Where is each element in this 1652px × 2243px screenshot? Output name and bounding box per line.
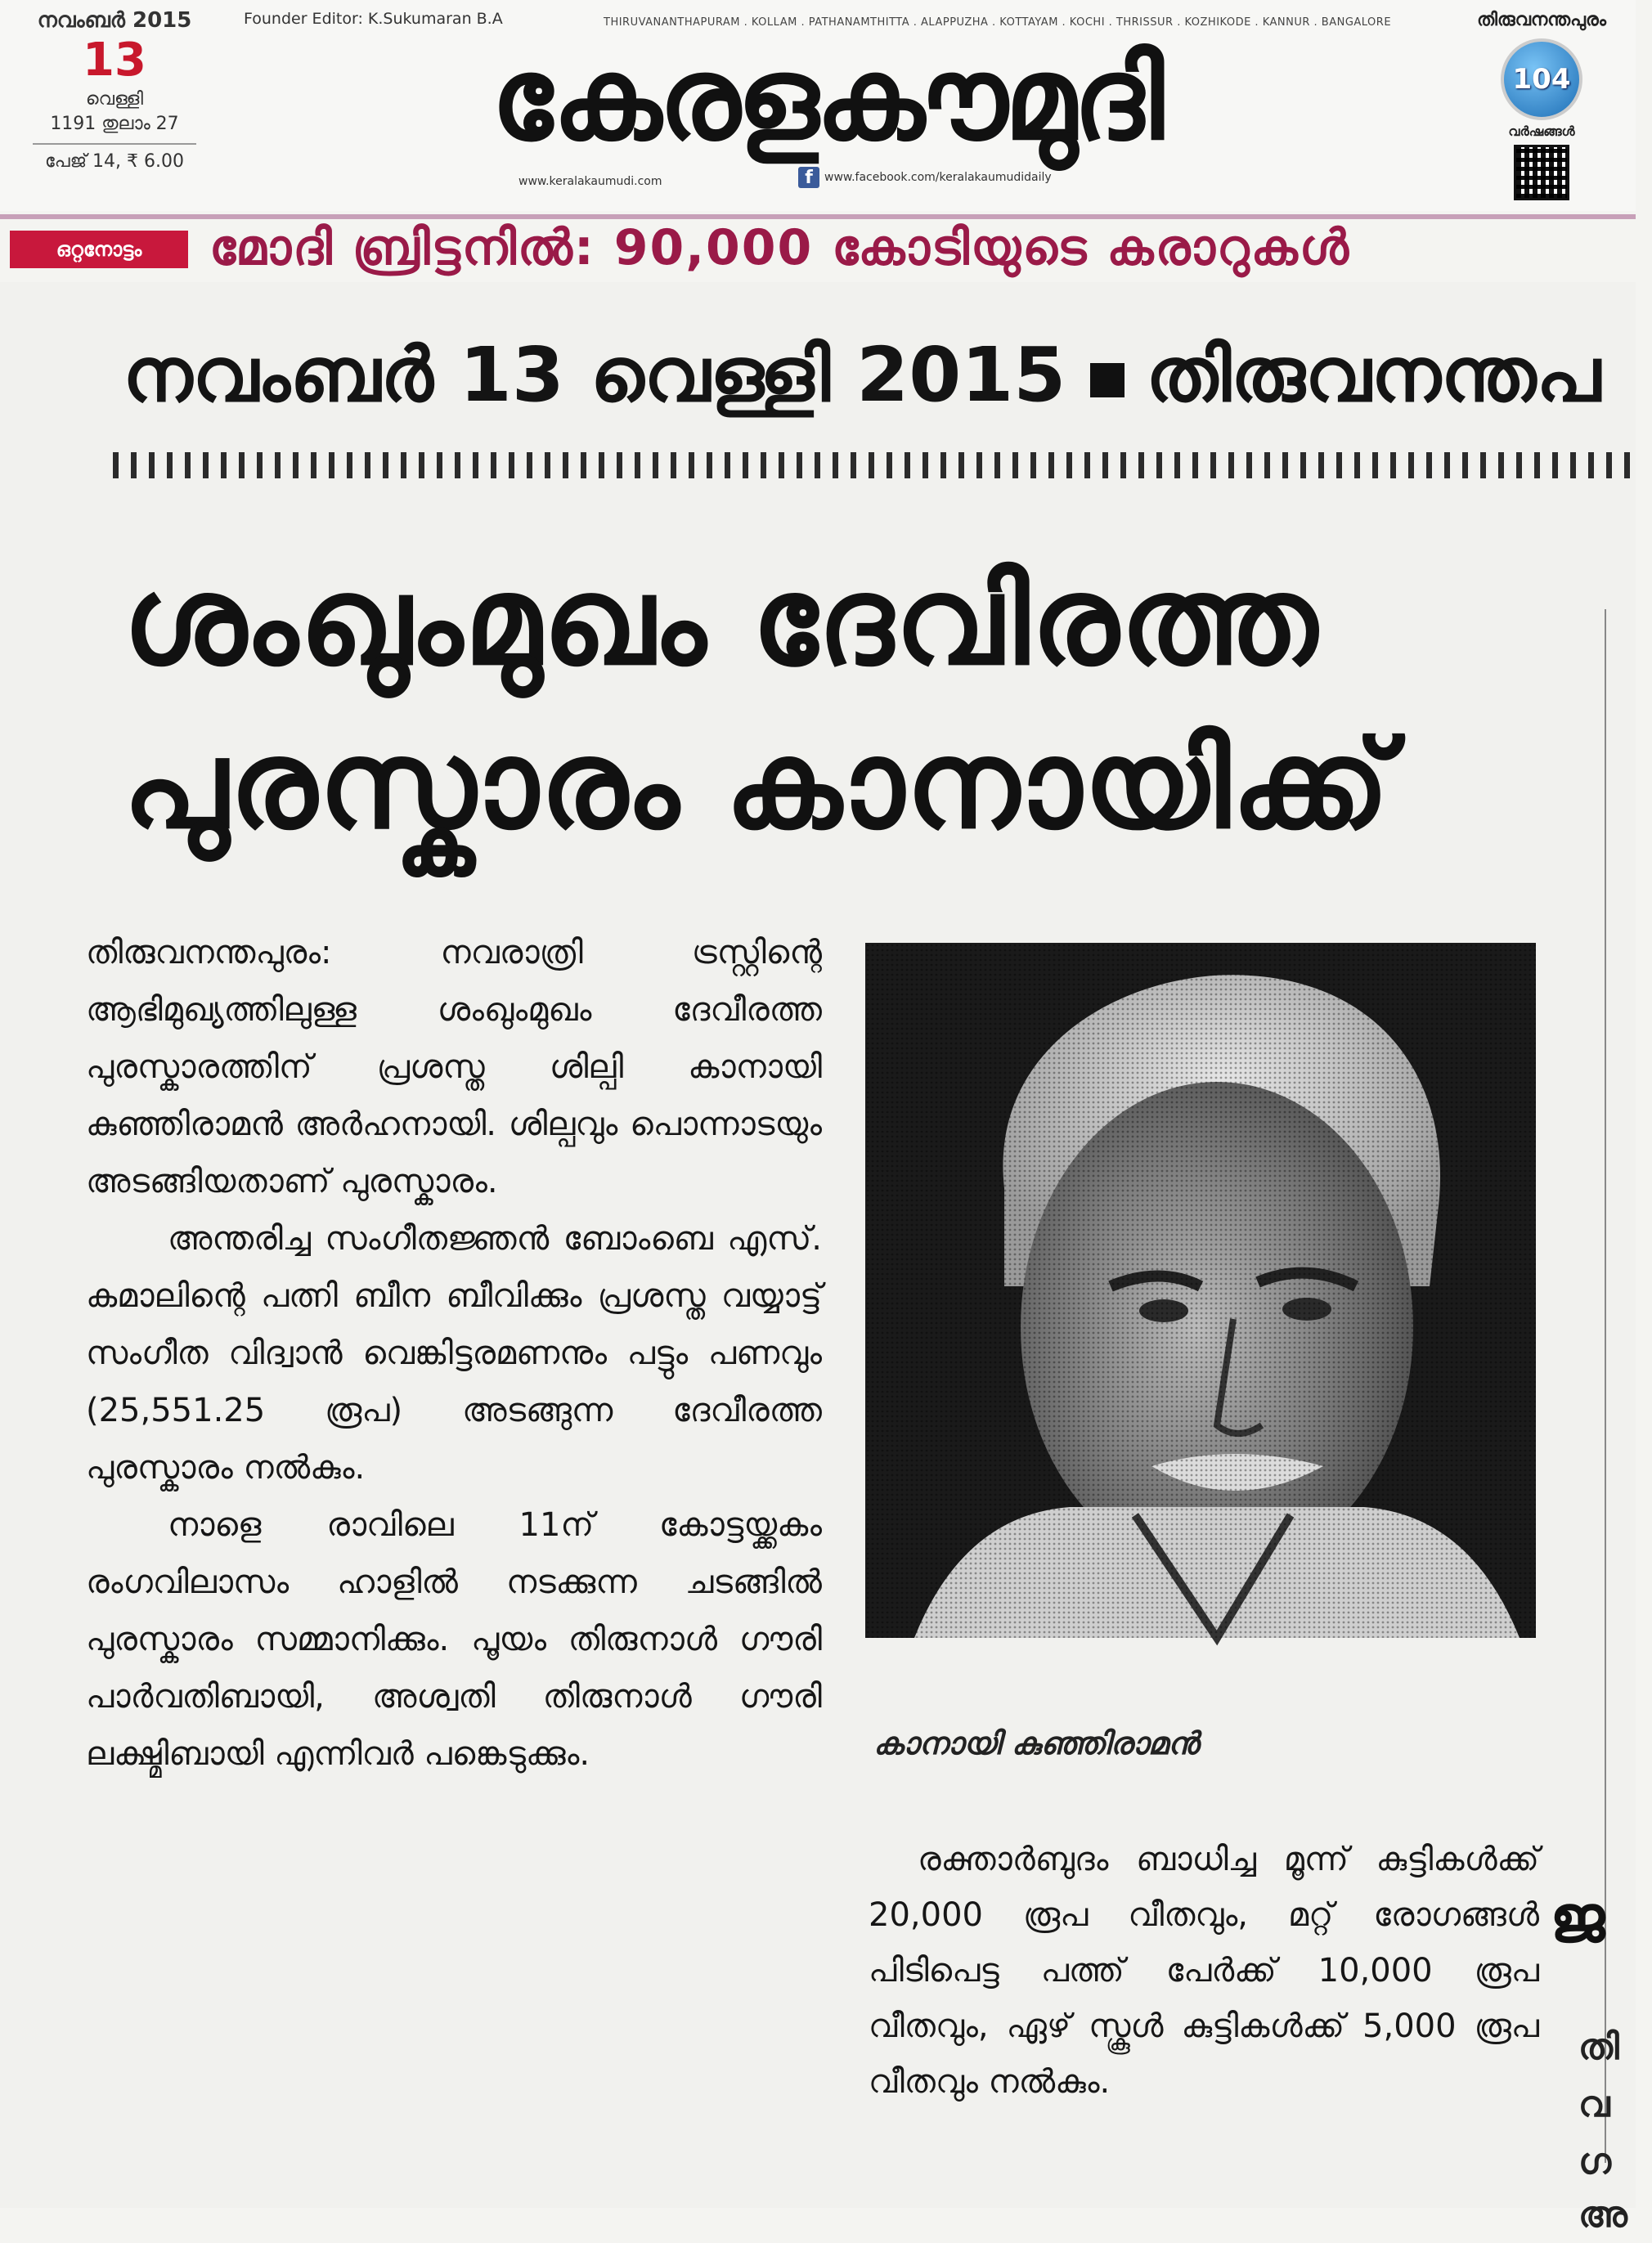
website-link[interactable]: www.keralakaumudi.com: [518, 175, 662, 188]
dateline-city: തിരുവനന്തപ: [1146, 331, 1601, 419]
edition-cities: THIRUVANANTHAPURAM . KOLLAM . PATHANAMTHITTA . ALAPPUZHA . KOTTAYAM . KOCHI . THRISSUR . KOZHIKODE . KANNUR . BANGALORE: [604, 16, 1392, 29]
founder-editor: Founder Editor: K.Sukumaran B.A: [244, 10, 503, 28]
article-headline: [123, 540, 1595, 867]
photo-caption: കാനായി കുഞ്ഞിരാമൻ: [873, 1725, 1199, 1761]
separator-square-icon: [1090, 363, 1125, 397]
adjacent-text-fragment-1: തി: [1578, 2026, 1619, 2068]
news-clipping: [0, 282, 1636, 2236]
month-year: നവംബർ 2015: [37, 8, 192, 33]
headline-line-2: പുരസ്കാരം കാനായിക്ക്: [123, 714, 1391, 856]
weekday: വെള്ളി: [85, 89, 144, 110]
facebook-icon: f: [798, 167, 819, 188]
qr-code-icon: [1514, 145, 1569, 200]
ticker-headline: മോദി ബ്രിട്ടനിൽ: 90,000 കോടിയുടെ കരാറുകൾ: [209, 219, 1351, 276]
newspaper-logo: കേരളകൗമുദി: [491, 33, 1161, 166]
masthead: [0, 0, 1636, 211]
adjacent-text-fragment-2: വ: [1578, 2084, 1610, 2125]
years-label: വർഷങ്ങൾ: [1508, 123, 1575, 139]
clipping-dateline: [123, 331, 1600, 420]
page-price: പേജ് 14, ₹ 6.00: [33, 143, 196, 176]
article-body-right: [869, 1832, 1539, 2110]
adjacent-headline-fragment: ജ: [1550, 1881, 1605, 1957]
years-badge: 104: [1501, 38, 1582, 120]
edition-block: [1464, 10, 1619, 200]
article-paragraph-1: തിരുവനന്തപുരം: നവരാത്രി ട്രസ്റ്റിന്റെ ആഭിമുഖ്യത്തിലുള്ള ശംഖുംമുഖം ദേവീരത്ത പുരസ്കാരത്തിന് പ്രശസ്ത ശില്പി കാനായി കുഞ്ഞിരാമൻ അർഹനായി. ശില്പവും പൊന്നാടയും അടങ്ങിയതാണ് പുരസ്കാരം.: [86, 934, 822, 1200]
portrait-photo: [865, 943, 1536, 1638]
edition-city: തിരുവനന്തപുരം: [1477, 10, 1606, 30]
dateline-rule: [113, 452, 1636, 478]
article-paragraph-2: അന്തരിച്ച സംഗീതജ്ഞൻ ബോംബെ എസ്. കമാലിന്റെ പത്നി ബീന ബീവിക്കും പ്രശസ്ത വയ്യാട്ട് സംഗീത വിദ്വാൻ വെങ്കിട്ടരമണനും പട്ടും പണവും (25,551.25 രൂപ) അടങ്ങുന്ന ദേവീരത്ത പുരസ്കാരം നൽകും.: [86, 1220, 822, 1487]
facebook-link[interactable]: [798, 167, 1052, 188]
ticker-label: ഒറ്റനോട്ടം: [10, 231, 188, 268]
malayalam-era-date: 1191 തുലാം 27: [50, 114, 179, 134]
article-body-left: [86, 924, 822, 1783]
day-number: 13: [83, 34, 146, 87]
column-divider: [1605, 609, 1606, 2163]
facebook-url: www.facebook.com/keralakaumudidaily: [824, 171, 1052, 184]
article-paragraph-4: രക്താർബുദം ബാധിച്ച മൂന്ന് കുട്ടികൾക്ക് 20,000 രൂപ വീതവും, മറ്റ് രോഗങ്ങൾ പിടിപെട്ട പത്ത് പേർക്ക് 10,000 രൂപ വീതവും, ഏഴ് സ്കൂൾ കുട്ടികൾക്ക് 5,000 രൂപ വീതവും നൽകും.: [869, 1841, 1539, 2101]
portrait-image: [865, 943, 1536, 1638]
adjacent-text-fragment-3: ഗ: [1578, 2141, 1612, 2182]
issue-date-block: [33, 8, 196, 176]
adjacent-text-fragment-4: അ: [1578, 2194, 1627, 2236]
article-paragraph-3: നാളെ രാവിലെ 11ന് കോട്ടയ്ക്കകം രംഗവിലാസം ഹാളിൽ നടക്കുന്ന ചടങ്ങിൽ പുരസ്കാരം സമ്മാനിക്കും. പൂയം തിരുനാൾ ഗൗരി പാർവതിബായി, അശ്വതി തിരുനാൾ ഗൗരി ലക്ഷ്മിബായി എന്നിവർ പങ്കെടുക്കും.: [86, 1506, 822, 1773]
headline-line-1: ശംഖുംമുഖം ദേവിരത്ത: [123, 550, 1319, 693]
dateline-date: നവംബർ 13 വെള്ളി 2015: [123, 331, 1066, 419]
